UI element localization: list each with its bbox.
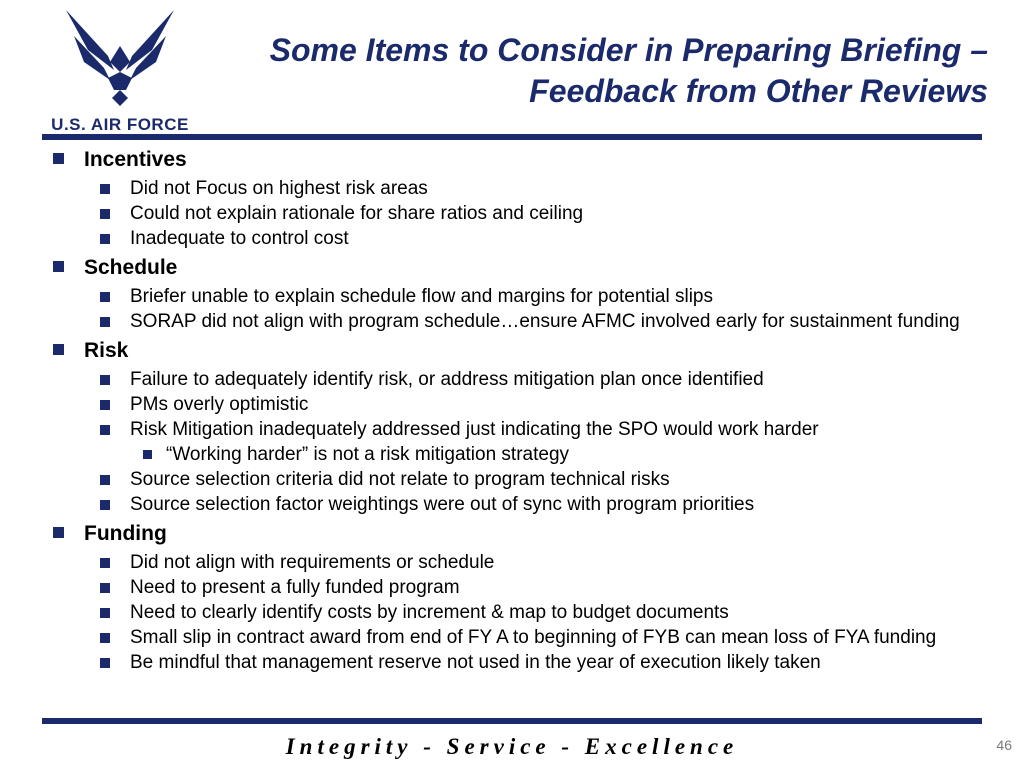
- section-heading: [0, 146, 1024, 174]
- list-item-text: Could not explain rationale for share ratios and ceiling: [130, 203, 584, 224]
- section-heading: [0, 254, 1024, 282]
- section-heading-text: Risk: [84, 339, 129, 362]
- list-item: [0, 603, 1024, 623]
- list-item-text: Small slip in contract award from end of FY A to beginning of FYB can mean loss of FYA funding: [130, 627, 937, 648]
- slide-title: [208, 30, 988, 112]
- list-item-text: Risk Mitigation inadequately addressed just indicating the SPO would work harder: [130, 419, 819, 440]
- list-item-text: Source selection factor weightings were out of sync with program priorities: [130, 494, 755, 515]
- list-item: [0, 395, 1024, 415]
- list-item-text: Inadequate to control cost: [130, 228, 349, 249]
- list-item-text: PMs overly optimistic: [130, 394, 309, 415]
- square-bullet-icon: [100, 234, 110, 244]
- list-item: [0, 287, 1024, 307]
- square-bullet-icon: [100, 184, 110, 194]
- header-divider: [42, 134, 982, 140]
- list-item-text: Need to clearly identify costs by increment & map to budget documents: [130, 602, 729, 623]
- sub-list-item-text: “Working harder” is not a risk mitigation strategy: [166, 444, 570, 465]
- square-bullet-icon: [100, 633, 110, 643]
- section-heading: [0, 520, 1024, 548]
- list-item: [0, 312, 1024, 332]
- square-bullet-icon: [53, 261, 64, 272]
- list-item: [0, 495, 1024, 515]
- square-bullet-icon: [100, 425, 110, 435]
- square-bullet-icon: [100, 400, 110, 410]
- square-bullet-icon: [100, 209, 110, 219]
- section-heading-text: Funding: [84, 522, 167, 545]
- square-bullet-icon: [53, 527, 64, 538]
- list-item-text: Source selection criteria did not relate to program technical risks: [130, 469, 670, 490]
- page-number: 46: [996, 737, 1012, 753]
- sub-list-item: [0, 445, 1024, 465]
- square-bullet-icon: [100, 475, 110, 485]
- list-item: [0, 628, 1024, 648]
- list-item: [0, 578, 1024, 598]
- square-bullet-icon: [100, 658, 110, 668]
- square-bullet-icon: [100, 500, 110, 510]
- slide-content: [0, 146, 1024, 673]
- logo-text: U.S. AIR FORCE: [51, 115, 189, 134]
- square-bullet-icon: [53, 344, 64, 355]
- list-item-text: Did not align with requirements or schedule: [130, 552, 495, 573]
- list-item: [0, 553, 1024, 573]
- list-item: [0, 420, 1024, 440]
- section-heading: [0, 337, 1024, 365]
- square-bullet-icon: [100, 292, 110, 302]
- section-heading-text: Schedule: [84, 256, 178, 279]
- air-force-wings-icon: [64, 6, 176, 106]
- square-bullet-icon: [100, 375, 110, 385]
- list-item: [0, 229, 1024, 249]
- list-item: [0, 204, 1024, 224]
- air-force-logo: [38, 6, 202, 134]
- list-item-text: Failure to adequately identify risk, or address mitigation plan once identified: [130, 369, 764, 390]
- list-item-text: Briefer unable to explain schedule flow and margins for potential slips: [130, 286, 713, 307]
- square-bullet-icon: [100, 583, 110, 593]
- list-item-text: SORAP did not align with program schedule…ensure AFMC involved early for sustainment funding: [130, 311, 960, 332]
- section-heading-text: Incentives: [84, 148, 187, 171]
- square-bullet-icon: [143, 450, 152, 459]
- footer-divider: [42, 718, 982, 724]
- list-item: [0, 653, 1024, 673]
- square-bullet-icon: [100, 317, 110, 327]
- title-line-2: Feedback from Other Reviews: [529, 73, 988, 109]
- list-item: [0, 470, 1024, 490]
- square-bullet-icon: [100, 608, 110, 618]
- title-line-1: Some Items to Consider in Preparing Briefing –: [269, 32, 988, 68]
- list-item-text: Need to present a fully funded program: [130, 577, 460, 598]
- list-item-text: Did not Focus on highest risk areas: [130, 178, 428, 199]
- list-item: [0, 370, 1024, 390]
- list-item: [0, 179, 1024, 199]
- footer-motto: Integrity - Service - Excellence: [285, 734, 739, 759]
- square-bullet-icon: [53, 153, 64, 164]
- list-item-text: Be mindful that management reserve not used in the year of execution likely taken: [130, 652, 821, 673]
- square-bullet-icon: [100, 558, 110, 568]
